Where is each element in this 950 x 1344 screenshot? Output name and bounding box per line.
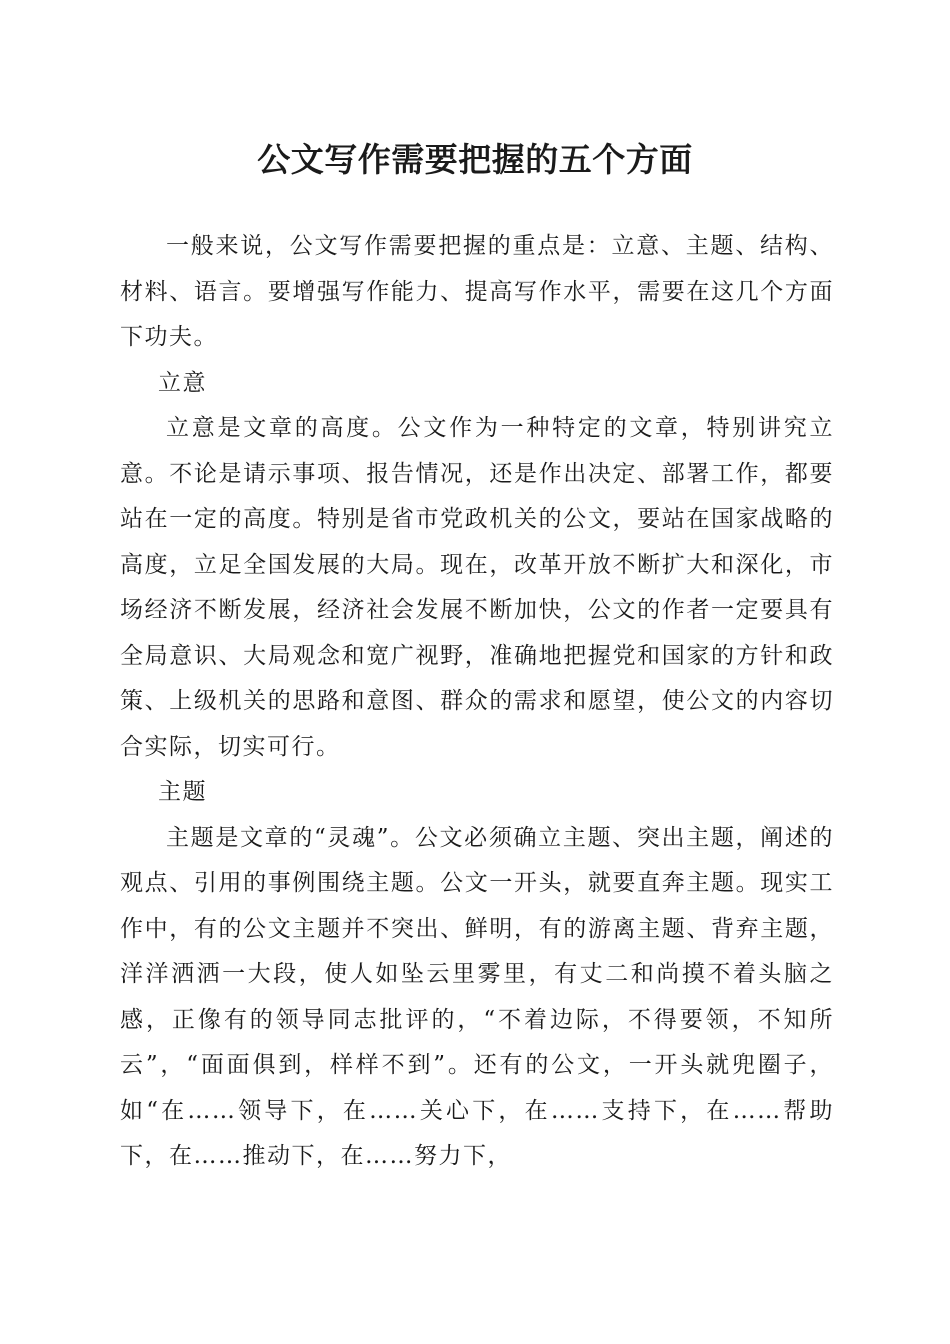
- document-body: [120, 224, 834, 1180]
- section-heading-liyi: 立意: [158, 369, 207, 396]
- section-heading-zhuti: 主题: [158, 779, 207, 805]
- document-title: 公文写作需要把握的五个方面: [257, 140, 693, 179]
- section-paragraph-liyi: 立意是文章的高度。公文作为一种特定的文章，特别讲究立意。不论是请示事项、报告情况，还是作出决定、部署工作，都要站在一定的高度。特别是省市党政机关的公文，要站在国家战略的高度，立足全国发展的大局。现在，改革开放不断扩大和深化，市场经济不断发展，经济社会发展不断加快，公文的作者一定要具有全局意识、大局观念和宽广视野，准确地把握党和国家的方针和政策、上级机关的思路和意图、群众的需求和愿望，使公文的内容切合实际，切实可行。: [120, 415, 834, 760]
- intro-paragraph: 一般来说，公文写作需要把握的重点是：立意、主题、结构、材料、语言。要增强写作能力、提高写作水平，需要在这几个方面下功夫。: [120, 233, 834, 350]
- section-paragraph-zhuti: 主题是文章的“灵魂”。公文必须确立主题、突出主题，阐述的观点、引用的事例围绕主题。公文一开头，就要直奔主题。现实工作中，有的公文主题并不突出、鲜明，有的游离主题、背弃主题，洋洋洒洒一大段，使人如坠云里雾里，有丈二和尚摸不着头脑之感，正像有的领导同志批评的，“不着边际，不得要领，不知所云”，“面面俱到，样样不到”。还有的公文，一开头就兜圈子，如“在……领导下，在……关心下，在……支持下，在……帮助下，在……推动下，在……努力下，: [120, 824, 834, 1169]
